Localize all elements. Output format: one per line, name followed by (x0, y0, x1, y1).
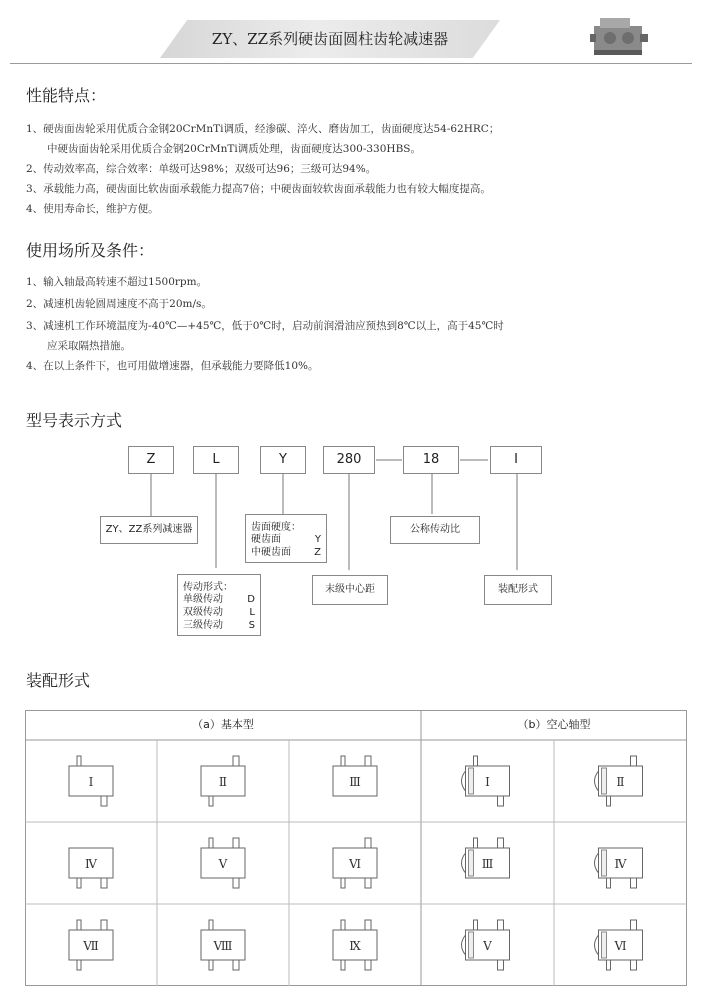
series-label: ZY、ZZ系列减速器 (100, 516, 198, 544)
condition-line: 3、减速机工作环境温度为-40℃—+45℃，低于0℃时，启动前润滑油应预热到8℃以上，高于45℃时 (26, 320, 504, 332)
svg-text:Ⅴ: Ⅴ (483, 939, 492, 953)
assembly-form-icon (69, 756, 113, 806)
svg-text:Ⅶ: Ⅶ (83, 939, 99, 953)
feature-line: 1、硬齿面齿轮采用优质合金钢20CrMnTi调质，经渗碳、淬火、磨齿加工，齿面硬度达54-62HRC； (26, 123, 500, 135)
svg-text:Ⅳ: Ⅳ (614, 857, 627, 871)
model-code-transmission: L (193, 446, 239, 474)
basic-type-title: （a）基本型 (192, 718, 254, 731)
assembly-form-icon (201, 838, 245, 888)
transmission-name: 单级传动 (183, 594, 223, 605)
assembly-form-icon (201, 920, 245, 970)
transmission-row (183, 606, 255, 619)
assembly-form-icon (462, 756, 510, 806)
hollow-type-title: （b）空心轴型 (517, 718, 591, 731)
condition-line: 1、输入轴最高转速不超过1500rpm。 (26, 276, 208, 288)
hardness-legend (245, 514, 327, 563)
assembly-form-icon (595, 756, 643, 806)
assembly-form-icon (69, 848, 113, 888)
svg-text:Ⅵ: Ⅵ (348, 857, 362, 871)
transmission-name: 双级传动 (183, 607, 223, 618)
svg-text:Ⅴ: Ⅴ (218, 857, 228, 871)
transmission-code: D (247, 594, 255, 605)
assembly-form-icon (595, 920, 643, 970)
ratio-label: 公称传动比 (390, 516, 480, 544)
transmission-row (183, 619, 255, 632)
assembly-form-icon (333, 838, 377, 888)
hardness-code: Z (314, 547, 321, 558)
assembly-form-icon (462, 838, 510, 878)
page-title: ZY、ZZ系列硬齿面圆柱齿轮减速器 (211, 30, 449, 48)
assembly-table (25, 710, 687, 986)
assembly-form-icon (333, 920, 377, 970)
transmission-name: 三级传动 (183, 620, 223, 631)
svg-text:Ⅲ: Ⅲ (349, 775, 361, 789)
svg-text:Ⅳ: Ⅳ (85, 857, 97, 871)
model-heading: 型号表示方式 (26, 411, 123, 430)
assembly-form-icon (595, 848, 643, 888)
hardness-name: 硬齿面 (251, 534, 281, 545)
svg-text:Ⅱ: Ⅱ (218, 775, 228, 789)
model-code-assembly: Ⅰ (490, 446, 542, 474)
assembly-form-icon (462, 920, 510, 970)
transmission-title: 传动形式： (183, 582, 233, 593)
condition-line: 4、在以上条件下，也可用做增速器，但承载能力要降低10%。 (26, 360, 319, 372)
hardness-row (251, 546, 321, 559)
model-code-hardness: Y (260, 446, 306, 474)
feature-line: 2、传动效率高，综合效率：单级可达98%；双级可达96；三级可达94%。 (26, 163, 377, 175)
feature-line: 中硬齿面齿轮采用优质合金钢20CrMnTi调质处理，齿面硬度达300-330HBS。 (47, 143, 421, 155)
svg-text:Ⅵ: Ⅵ (614, 939, 627, 953)
header-rule (10, 63, 692, 64)
svg-text:Ⅱ: Ⅱ (616, 775, 625, 789)
assembly-heading: 装配形式 (26, 671, 91, 690)
hardness-code: Y (314, 534, 321, 545)
condition-line: 应采取隔热措施。 (47, 340, 131, 352)
condition-line: 2、减速机齿轮圆周速度不高于20m/s。 (26, 298, 212, 310)
assembly-form-icon (201, 756, 245, 806)
feature-line: 3、承载能力高，硬齿面比软齿面承载能力提高7倍；中硬齿面较软齿面承载能力也有较大幅度提高。 (26, 183, 491, 195)
hardness-row (251, 533, 321, 546)
svg-text:Ⅲ: Ⅲ (481, 857, 494, 871)
hardness-title: 齿面硬度： (251, 522, 301, 533)
svg-text:Ⅰ: Ⅰ (485, 775, 490, 789)
hardness-name: 中硬齿面 (251, 547, 291, 558)
features-heading: 性能特点： (26, 86, 107, 105)
center-distance-label: 末级中心距 (312, 575, 388, 605)
model-code-ratio: 18 (403, 446, 459, 474)
feature-line: 4、使用寿命长，维护方便。 (26, 203, 159, 215)
svg-text:Ⅰ: Ⅰ (88, 775, 94, 789)
transmission-legend (177, 574, 261, 636)
svg-text:Ⅷ: Ⅷ (213, 939, 233, 953)
model-code-series: Z (128, 446, 174, 474)
transmission-row (183, 593, 255, 606)
assembly-form-icon (333, 756, 377, 796)
svg-text:Ⅸ: Ⅸ (349, 939, 361, 953)
model-code-center-distance: 280 (323, 446, 375, 474)
transmission-code: L (249, 607, 255, 618)
transmission-code: S (248, 620, 255, 631)
conditions-heading: 使用场所及条件： (26, 241, 155, 260)
assembly-label: 装配形式 (484, 575, 552, 605)
assembly-form-icon (69, 920, 113, 970)
gearbox-illustration (590, 12, 648, 58)
